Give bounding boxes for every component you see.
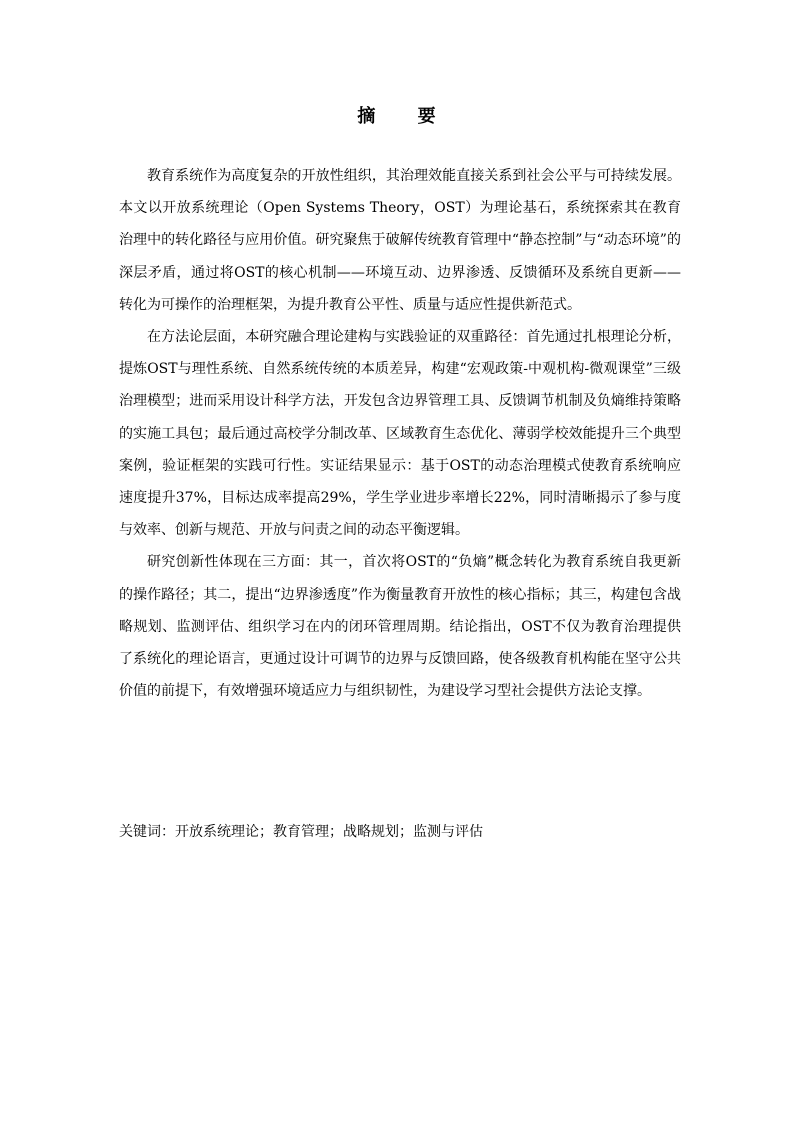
abstract-paragraph-1: 教育系统作为高度复杂的开放性组织，其治理效能直接关系到社会公平与可持续发展。本文以开放系统理论（Open Systems Theory，OST）为理论基石，系统探索其在教育治理中的转化路径与应用价值。研究聚焦于破解传统教育管理中“静态控制”与“动态环境”的深层矛盾，通过将OST的核心机制——环境互动、边界渗透、反馈循环及系统自更新——转化为可操作的治理框架，为提升教育公平性、质量与适应性提供新范式。 — [119, 168, 681, 313]
abstract-paragraph-3: 研究创新性体现在三方面：其一，首次将OST的“负熵”概念转化为教育系统自我更新的操作路径；其二，提出“边界渗透度”作为衡量教育开放性的核心指标；其三，构建包含战略规划、监测评估、组织学习在内的闭环管理周期。结论指出，OST不仅为教育治理提供了系统化的理论语言，更通过设计可调节的边界与反馈回路，使各级教育机构能在坚守公共价值的前提下，有效增强环境适应力与组织韧性，为建设学习型社会提供方法论支撑。 — [119, 554, 681, 700]
abstract-paragraph-2: 在方法论层面，本研究融合理论建构与实践验证的双重路径：首先通过扎根理论分析，提炼OST与理性系统、自然系统传统的本质差异，构建“宏观政策-中观机构-微观课堂”三级治理模型；进而采用设计科学方法，开发包含边界管理工具、反馈调节机制及负熵维持策略的实施工具包；最后通过高校学分制改革、区域教育生态优化、薄弱学校效能提升三个典型案例，验证框架的实践可行性。实证结果显示：基于OST的动态治理模式使教育系统响应速度提升37%，目标达成率提高29%，学生学业进步率增长22%，同时清晰揭示了参与度与效率、创新与规范、开放与问责之间的动态平衡逻辑。 — [119, 329, 681, 539]
keywords-line: 关键词：开放系统理论；教育管理；战略规划；监测与评估 — [119, 824, 483, 840]
abstract-title: 摘 要 — [357, 106, 454, 127]
abstract-body — [119, 160, 681, 707]
